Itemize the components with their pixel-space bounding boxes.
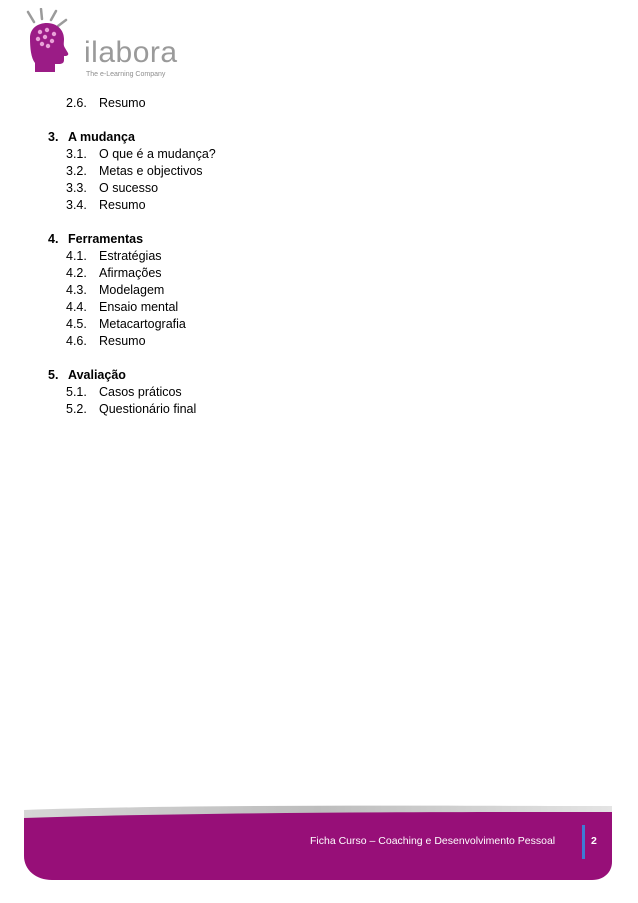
toc-number: 3.1.: [66, 147, 87, 161]
toc-label: Resumo: [99, 198, 146, 212]
toc-number: 4.4.: [66, 300, 87, 314]
toc-label: Avaliação: [68, 368, 126, 382]
toc-number: 2.6.: [66, 96, 87, 110]
toc-label: Metacartografia: [99, 317, 186, 331]
toc-label: A mudança: [68, 130, 135, 144]
footer-course-title: Ficha Curso – Coaching e Desenvolvimento Pessoal: [310, 835, 556, 847]
toc-number: 4.5.: [66, 317, 87, 331]
footer-band: [0, 800, 638, 903]
toc-label: Ferramentas: [68, 232, 144, 246]
toc-number: 4.3.: [66, 283, 87, 297]
toc-number: 3.4.: [66, 198, 87, 212]
toc-number: 4.1.: [66, 249, 87, 263]
toc-number: 3.: [48, 130, 59, 144]
ilabora-logo: [18, 8, 178, 78]
head-icon: [18, 8, 84, 78]
toc-number: 5.1.: [66, 385, 87, 399]
logo-wordmark: ilabora: [84, 36, 178, 69]
footer-separator: [582, 825, 585, 859]
toc-label: Questionário final: [99, 402, 197, 416]
toc-label: Resumo: [99, 96, 146, 110]
toc-label: Modelagem: [99, 283, 165, 297]
toc-label: Ensaio mental: [99, 300, 179, 314]
toc-number: 3.3.: [66, 181, 87, 195]
logo-tagline: The e-Learning Company: [86, 71, 166, 78]
toc-number: 5.2.: [66, 402, 87, 416]
toc-label: Casos práticos: [99, 385, 182, 399]
toc-number: 4.2.: [66, 266, 87, 280]
toc-label: Afirmações: [99, 266, 162, 280]
toc-number: 3.2.: [66, 164, 87, 178]
toc-number: 4.6.: [66, 334, 87, 348]
page-number: 2: [591, 835, 597, 847]
toc-number: 5.: [48, 368, 59, 382]
toc-label: Estratégias: [99, 249, 162, 263]
toc-number: 4.: [48, 232, 59, 246]
toc-label: Metas e objectivos: [99, 164, 203, 178]
toc-label: Resumo: [99, 334, 146, 348]
toc-label: O sucesso: [99, 181, 159, 195]
toc-label: O que é a mudança?: [99, 147, 216, 161]
